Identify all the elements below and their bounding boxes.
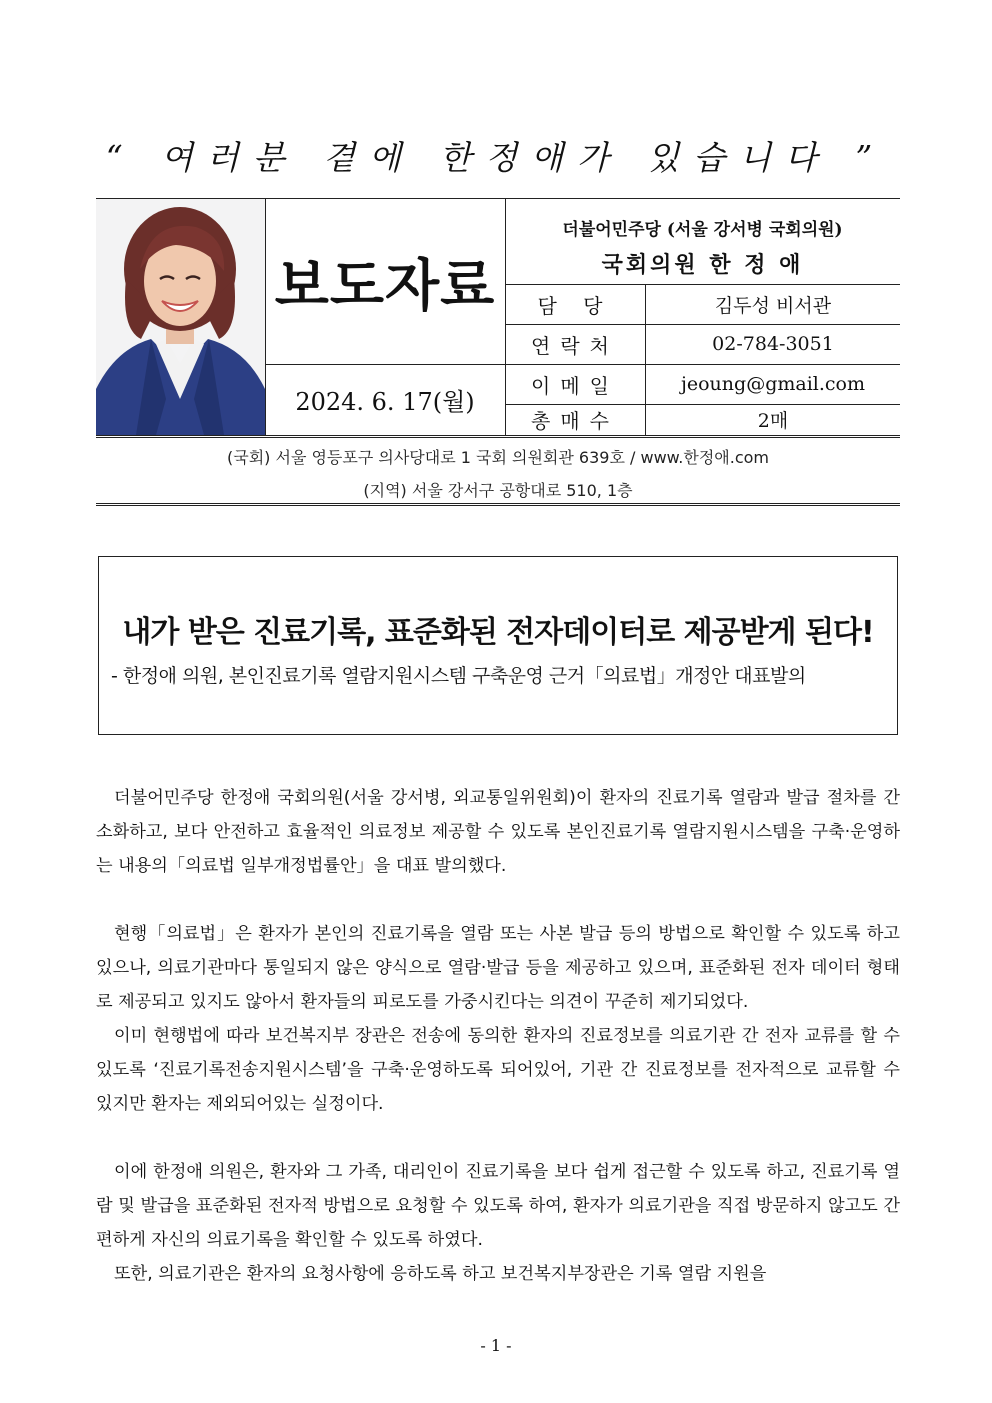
email-value[interactable]: jeoung@gmail.com <box>680 373 865 395</box>
phone-label: 연락처 <box>505 324 646 364</box>
page-count-row <box>505 404 900 435</box>
email-label: 이메일 <box>505 364 646 404</box>
address-national-assembly: (국회) 서울 영등포구 의사당대로 1 국회 의원회관 639호 / www.한정애.com <box>227 448 769 467</box>
page-count-value: 2매 <box>757 410 789 432</box>
headline: 내가 받은 진료기록, 표준화된 전자데이터로 제공받게 된다! <box>122 615 874 650</box>
address-local-office: (지역) 서울 강서구 공항대로 510, 1층 <box>363 481 633 500</box>
email-row <box>505 364 900 405</box>
body-text <box>96 781 900 1291</box>
paragraph: 이에 한정애 의원은, 환자와 그 가족, 대리인이 진료기록을 보다 쉽게 접근할 수 있도록 하고, 진료기록 열람 및 발급을 표준화된 전자적 방법으로 요청할 수 있도록 하여, 환자가 의료기관을 직접 방문하지 않고도 간편하게 자신의 의료기록을 확인할 수 있도록 하였다. <box>96 1162 900 1250</box>
contact-person-label: 담 당 <box>505 284 646 324</box>
page-number: - 1 - <box>480 1336 512 1355</box>
paragraph: 더불어민주당 한정애 국회의원(서울 강서병, 외교통일위원회)이 환자의 진료기록 열람과 발급 절차를 간소화하고, 보다 안전하고 효율적인 의료정보 제공할 수 있도록 본인진료기록 열람지원시스템을 구축·운영하는 내용의「의료법 일부개정법률안」을 대표 발의했다. <box>96 788 900 876</box>
contact-person-value: 김두성 비서관 <box>714 294 832 317</box>
lawmaker-name: 국회의원 한 정 애 <box>601 252 804 278</box>
press-release-header <box>96 198 900 438</box>
subheadline: - 한정애 의원, 본인진료기록 열람지원시스템 구축운영 근거「의료법」개정안 대표발의 <box>111 665 806 687</box>
paragraph: 또한, 의료기관은 환자의 요청사항에 응하도록 하고 보건복지부장관은 기록 열람 지원을 <box>114 1264 767 1284</box>
paragraph: 현행「의료법」은 환자가 본인의 진료기록을 열람 또는 사본 발급 등의 방법으로 확인할 수 있도록 하고 있으나, 의료기관마다 통일되지 않은 양식으로 열람·발급 등을 제공하고 있으며, 표준화된 전자 데이터 형태로 제공되고 있지도 않아서 환자들의 피로도를 가중시킨다는 의견이 꾸준히 제기되었다. <box>96 924 900 1012</box>
organization-info <box>505 199 900 285</box>
document-title: 보도자료 <box>265 199 506 365</box>
lawmaker-photo <box>96 199 266 435</box>
headline-box <box>98 556 898 735</box>
release-date: 2024. 6. 17(월) <box>265 364 506 435</box>
phone-value: 02-784-3051 <box>712 333 834 355</box>
contact-person-row <box>505 284 900 325</box>
party-affiliation: 더불어민주당 (서울 강서병 국회의원) <box>562 220 843 240</box>
page-count-label: 총매수 <box>505 404 646 435</box>
paragraph: 이미 현행법에 따라 보건복지부 장관은 전송에 동의한 환자의 진료정보를 의료기관 간 전자 교류를 할 수 있도록 ‘진료기록전송지원시스템’을 구축·운영하도록 되어있어, 기관 간 진료정보를 전자적으로 교류할 수 있지만 환자는 제외되어있는 실정이다. <box>96 1026 900 1114</box>
divider <box>96 503 900 506</box>
slogan: “ 여러분 곁에 한정애가 있습니다 ” <box>105 138 887 177</box>
phone-row <box>505 324 900 365</box>
